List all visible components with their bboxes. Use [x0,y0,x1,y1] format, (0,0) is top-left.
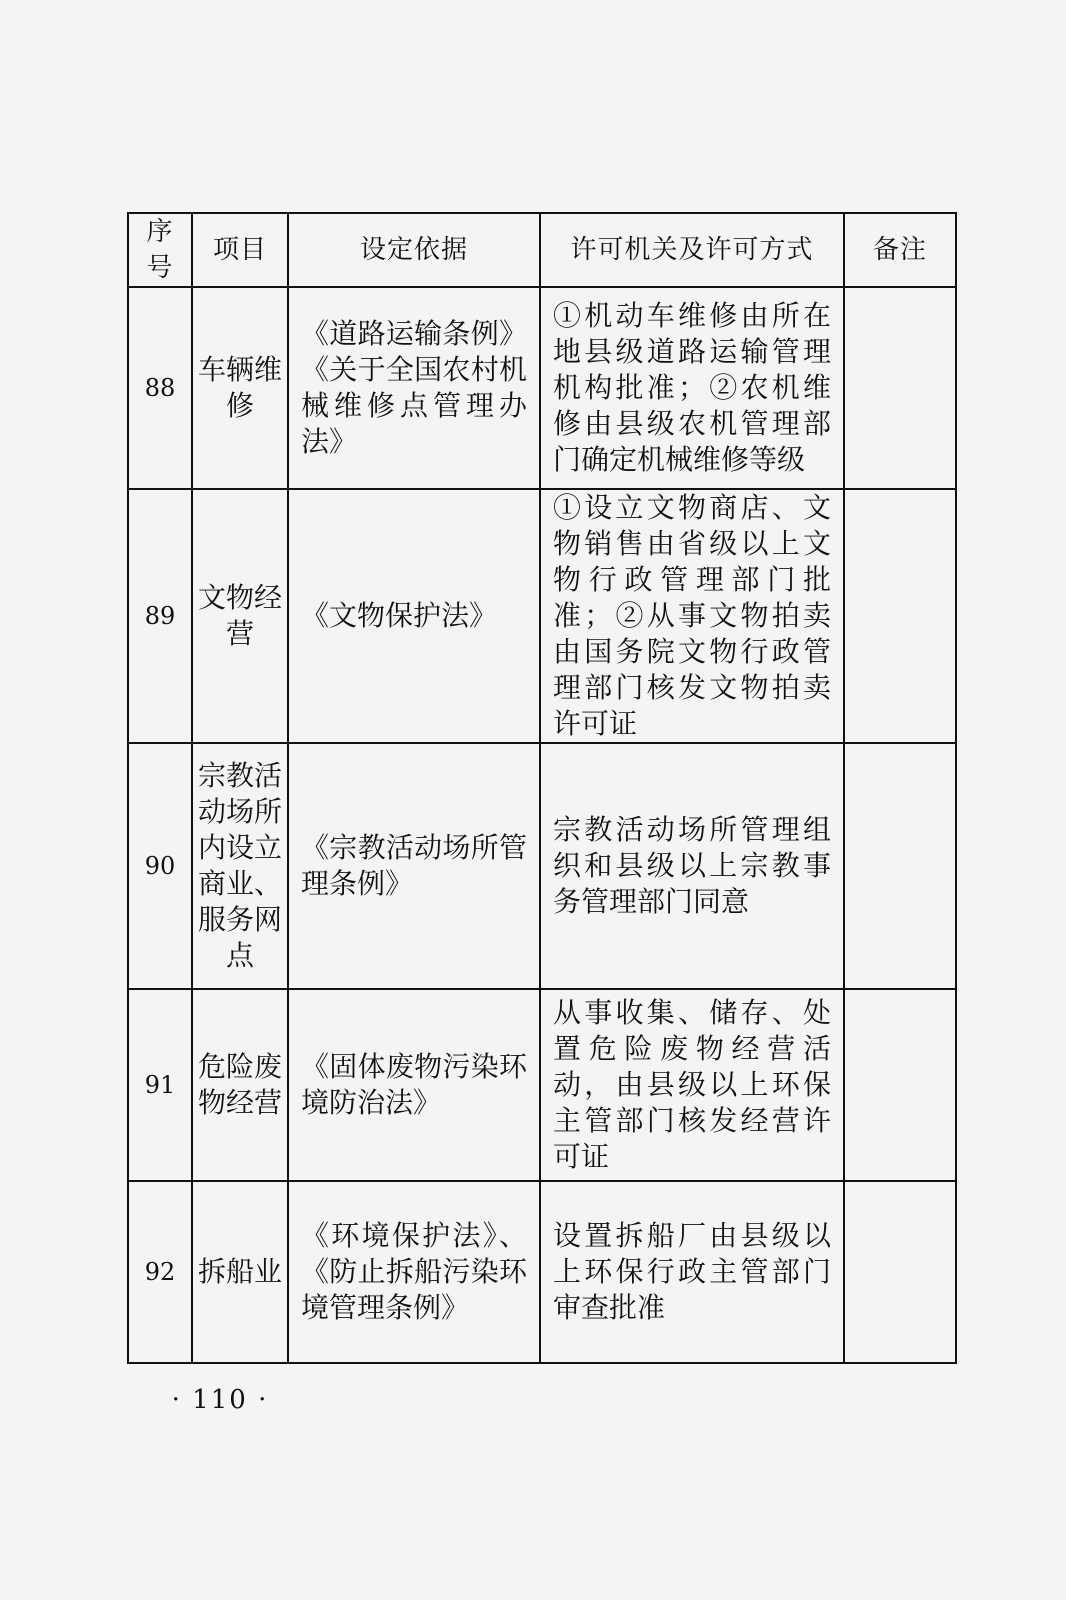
row-remarks [844,1181,956,1363]
permit-table [127,212,957,1364]
row-remarks [844,489,956,743]
row-no: 91 [128,989,192,1181]
row-no: 88 [128,287,192,489]
row-basis: 《文物保护法》 [288,489,540,743]
page-number: · 110 · [171,1385,269,1415]
table-row [128,1181,956,1363]
row-item: 车辆维修 [192,287,288,489]
row-authority: 设置拆船厂由县级以上环保行政主管部门审查批准 [540,1181,844,1363]
row-basis: 《宗教活动场所管理条例》 [288,743,540,989]
table-row [128,287,956,489]
table-row [128,489,956,743]
row-no: 92 [128,1181,192,1363]
table-row [128,743,956,989]
row-item: 宗教活动场所内设立商业、服务网点 [192,743,288,989]
row-remarks [844,989,956,1181]
row-authority: ①机动车维修由所在地县级道路运输管理机构批准；②农机维修由县级农机管理部门确定机械维修等级 [540,287,844,489]
row-no: 89 [128,489,192,743]
table-row [128,989,956,1181]
row-item: 拆船业 [192,1181,288,1363]
row-basis: 《环境保护法》、《防止拆船污染环境管理条例》 [288,1181,540,1363]
header-no: 序号 [128,213,192,287]
row-remarks [844,743,956,989]
table-header-row [128,213,956,287]
row-basis: 《固体废物污染环境防治法》 [288,989,540,1181]
header-basis: 设定依据 [288,213,540,287]
row-item: 危险废物经营 [192,989,288,1181]
row-item: 文物经营 [192,489,288,743]
row-authority: 宗教活动场所管理组织和县级以上宗教事务管理部门同意 [540,743,844,989]
row-authority: 从事收集、储存、处置危险废物经营活动，由县级以上环保主管部门核发经营许可证 [540,989,844,1181]
header-remarks: 备注 [844,213,956,287]
header-item: 项目 [192,213,288,287]
row-no: 90 [128,743,192,989]
row-basis: 《道路运输条例》《关于全国农村机械维修点管理办法》 [288,287,540,489]
header-authority: 许可机关及许可方式 [540,213,844,287]
row-remarks [844,287,956,489]
row-authority: ①设立文物商店、文物销售由省级以上文物行政管理部门批准；②从事文物拍卖由国务院文物行政管理部门核发文物拍卖许可证 [540,489,844,743]
